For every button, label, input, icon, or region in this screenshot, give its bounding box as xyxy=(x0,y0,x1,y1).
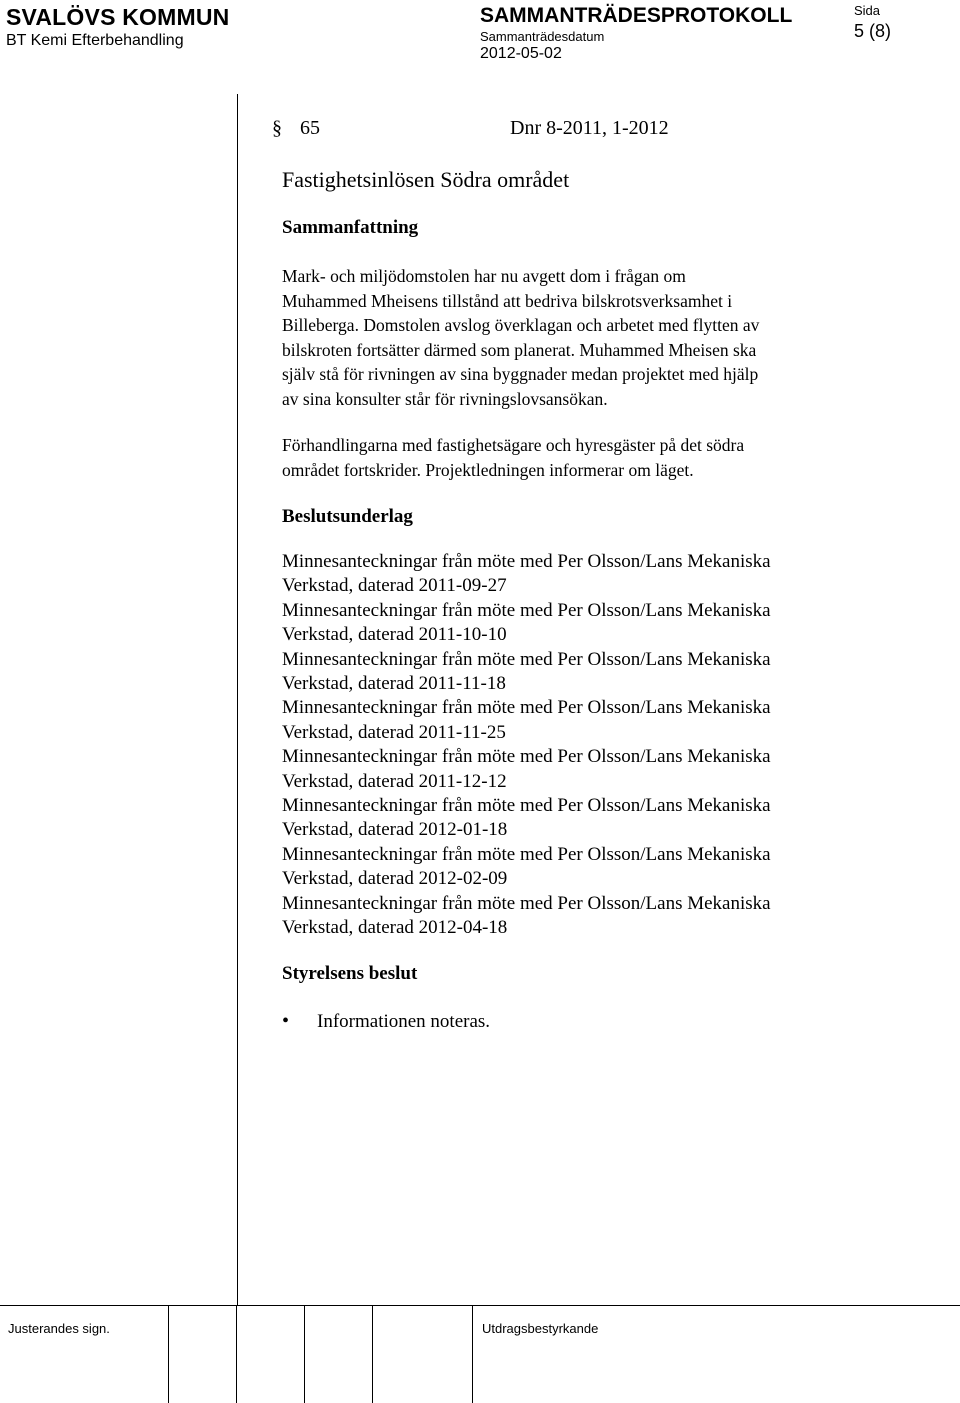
footer-divider xyxy=(372,1305,373,1403)
list-item-line: Verkstad, daterad 2011-09-27 xyxy=(282,575,507,597)
summary-line: Muhammed Mheisens tillstånd att bedriva bilskrotsverksamhet i xyxy=(282,290,733,311)
summary-heading: Sammanfattning xyxy=(282,217,419,238)
list-item xyxy=(282,745,771,794)
footer-divider xyxy=(304,1305,305,1403)
list-item xyxy=(282,892,771,941)
signature-label: Justerandes sign. xyxy=(8,1321,110,1336)
list-item-line: Minnesanteckningar från möte med Per Olsson/Lans Mekaniska xyxy=(282,599,771,621)
list-item-line: Minnesanteckningar från möte med Per Olsson/Lans Mekaniska xyxy=(282,892,771,914)
summary-line: bilskroten fortsätter därmed som planerat. Muhammed Mheisen ska xyxy=(282,339,757,360)
list-item xyxy=(282,843,771,892)
list-item-line: Minnesanteckningar från möte med Per Olsson/Lans Mekaniska xyxy=(282,843,771,865)
list-item-line: Minnesanteckningar från möte med Per Olsson/Lans Mekaniska xyxy=(282,648,771,670)
summary-paragraph-1 xyxy=(282,264,759,411)
summary-line: Billeberga. Domstolen avslog överklagan och arbetet med flytten av xyxy=(282,315,760,335)
page-label: Sida xyxy=(854,3,881,18)
summary-line: Förhandlingarna med fastighetsägare och hyresgäster på det södra xyxy=(282,435,745,455)
summary-paragraph-2 xyxy=(282,433,744,482)
list-item xyxy=(282,696,771,745)
list-item-line: Verkstad, daterad 2011-10-10 xyxy=(282,624,507,646)
summary-line: Mark- och miljödomstolen har nu avgett dom i frågan om xyxy=(282,266,686,286)
item-number: 65 xyxy=(300,117,320,139)
list-item-line: Minnesanteckningar från möte med Per Olsson/Lans Mekaniska xyxy=(282,551,771,572)
list-item xyxy=(282,1010,490,1033)
list-item-line: Minnesanteckningar från möte med Per Olsson/Lans Mekaniska xyxy=(282,746,771,768)
paragraph-sign: § xyxy=(272,117,282,139)
document-type-title: SAMMANTRÄDESPROTOKOLL xyxy=(480,4,793,27)
list-item-line: Verkstad, daterad 2011-12-12 xyxy=(282,770,507,792)
summary-line: av sina konsulter står för rivningslovsansökan. xyxy=(282,388,608,409)
page-number: 5 (8) xyxy=(854,21,892,41)
list-item-line: Verkstad, daterad 2012-02-09 xyxy=(282,868,508,890)
summary-line: området fortskrider. Projektledningen informerar om läget. xyxy=(282,459,694,480)
board-decision-heading: Styrelsens beslut xyxy=(282,963,418,984)
decision-text: Informationen noteras. xyxy=(317,1011,491,1032)
department-name: BT Kemi Efterbehandling xyxy=(6,32,184,49)
list-item-line: Minnesanteckningar från möte med Per Olsson/Lans Mekaniska xyxy=(282,795,771,817)
footer-divider xyxy=(236,1305,237,1403)
bullet-icon: • xyxy=(282,1010,290,1032)
decision-basis-heading: Beslutsunderlag xyxy=(282,506,413,527)
decision-basis-list xyxy=(282,550,771,941)
list-item-line: Verkstad, daterad 2012-04-18 xyxy=(282,917,508,939)
organization-name: SVALÖVS KOMMUN xyxy=(6,4,230,30)
footer-rule xyxy=(0,1305,960,1306)
board-decision-list xyxy=(282,1010,490,1033)
list-item-line: Verkstad, daterad 2011-11-18 xyxy=(282,673,506,695)
footer-divider xyxy=(168,1305,169,1403)
left-margin-rule xyxy=(237,94,238,1306)
list-item-line: Minnesanteckningar från möte med Per Olsson/Lans Mekaniska xyxy=(282,697,771,719)
list-item xyxy=(282,550,771,599)
footer-divider xyxy=(472,1305,473,1403)
list-item-line: Verkstad, daterad 2012-01-18 xyxy=(282,819,508,841)
item-title: Fastighetsinlösen Södra området xyxy=(282,167,570,192)
extract-certification-label: Utdragsbestyrkande xyxy=(482,1321,599,1336)
case-reference-number: Dnr 8-2011, 1-2012 xyxy=(510,117,669,139)
summary-line: själv stå för rivningen av sina byggnader medan projektet med hjälp xyxy=(282,364,759,384)
list-item xyxy=(282,599,771,648)
meeting-date-label: Sammanträdesdatum xyxy=(480,29,605,44)
list-item-line: Verkstad, daterad 2011-11-25 xyxy=(282,721,506,743)
list-item xyxy=(282,794,771,843)
meeting-date: 2012-05-02 xyxy=(480,45,562,62)
list-item xyxy=(282,648,771,697)
